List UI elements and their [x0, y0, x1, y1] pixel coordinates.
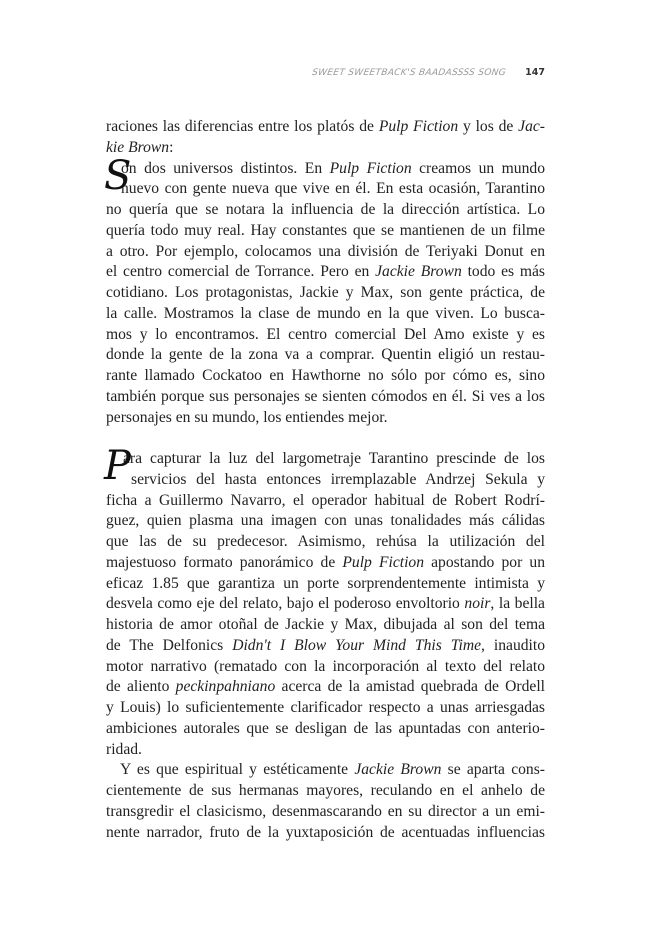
- text-run: desvela como eje del relato, bajo el poderoso envoltorio: [106, 595, 465, 613]
- text-run: también porque sus personajes se sienten cómodos en él. Si ves a los: [106, 387, 545, 405]
- text-run: no quería que se notara la influencia de la dirección artística. Lo: [106, 201, 545, 218]
- text-run: cotidiano. Los protagonistas, Jackie y Max, son gente práctica, de: [106, 284, 545, 301]
- text-line: [106, 740, 545, 761]
- italic-text: Jackie Brown: [354, 761, 442, 779]
- text-line: [106, 532, 545, 553]
- text-line: [106, 408, 545, 429]
- text-line: [106, 242, 545, 263]
- paragraph: [106, 117, 545, 159]
- text-run: que las de su predecesor. Asimismo, rehúsa la utilización del: [106, 533, 545, 550]
- text-run: motor narrativo (rematado con la incorporación al texto del relato: [106, 657, 545, 675]
- text-line: [106, 802, 545, 823]
- text-line: [106, 221, 545, 242]
- text-line: [106, 698, 545, 719]
- text-run: majestuoso formato panorámico de: [106, 553, 343, 571]
- text-run: y los de: [458, 118, 519, 135]
- drop-cap: P: [104, 443, 131, 489]
- text-run: quería todo muy real. Hay constantes que se mantienen de un filme: [106, 221, 545, 239]
- text-line: [106, 262, 545, 283]
- text-run: y Louis) lo suficientemente clarificador respecto a unas arriesgadas: [106, 699, 545, 716]
- text-line: [106, 574, 545, 595]
- text-run: ridad.: [106, 740, 142, 758]
- text-run: historia de amor otoñal de Jackie y Max, dibujada al son del tema: [106, 616, 545, 633]
- paragraph: [106, 760, 545, 843]
- text-line: [106, 470, 545, 491]
- text-run: :: [169, 138, 174, 156]
- text-run: de The Delfonics: [106, 636, 233, 654]
- text-line: [106, 781, 545, 802]
- text-run: rante llamado Cockatoo en Hawthorne no sólo por cómo es, sino: [106, 367, 545, 384]
- text-run: eficaz 1.85 que garantiza un porte sorprendentemente intimista y: [106, 574, 545, 592]
- text-line: [106, 449, 545, 470]
- text-run: on dos universos distintos. En: [121, 159, 330, 177]
- text-line: [106, 719, 545, 740]
- italic-text: Pulp Fiction: [378, 118, 459, 135]
- text-run: el centro comercial de Torrance. Pero en: [106, 263, 376, 281]
- text-run: de aliento: [106, 678, 176, 696]
- text-run: Y es que espiritual y estéticamente: [120, 761, 355, 779]
- page-number: 147: [525, 67, 545, 78]
- text-run: ambiciones autorales que se desligan de las apuntadas con anterio-: [106, 719, 545, 737]
- text-run: guez, quien plasma una imagen con unas tonalidades más cálidas: [106, 512, 545, 530]
- text-run: todo es más: [461, 263, 546, 281]
- text-run: personajes en su mundo, los entiendes mejor.: [106, 408, 388, 426]
- text-line: [106, 366, 545, 387]
- text-run: donde la gente de la zona va a comprar. Quentin eligió un restau-: [106, 346, 545, 364]
- italic-text: Didn't I Blow Your Mind This Time: [232, 636, 482, 654]
- italic-text: Pulp Fiction: [342, 553, 424, 571]
- paragraph: [104, 152, 546, 429]
- text-line: [106, 615, 545, 636]
- text-line: [106, 200, 545, 221]
- text-line: [106, 304, 545, 325]
- text-line: [106, 823, 545, 844]
- text-line: [106, 345, 545, 366]
- text-line: [106, 117, 545, 138]
- text-line: [106, 138, 545, 159]
- text-run: se aparta cons-: [441, 761, 545, 779]
- text-run: transgredir el clasicismo, desenmascarando en su director a un emi-: [106, 802, 545, 820]
- italic-text: peckinpahniano: [175, 678, 276, 696]
- text-line: [106, 760, 545, 781]
- text-run: ara capturar la luz del largometraje Tarantino prescinde de los: [123, 450, 545, 467]
- text-line: [106, 283, 545, 304]
- drop-cap: S: [104, 152, 132, 199]
- italic-text: Jackie Brown: [375, 263, 462, 281]
- running-header: [300, 60, 545, 79]
- body-text: [106, 117, 545, 843]
- running-title: SWEET SWEETBACK'S BAADASSSS SONG: [311, 68, 507, 78]
- text-line: [106, 553, 545, 574]
- text-line: [106, 677, 545, 698]
- text-run: apostando por un: [424, 553, 545, 571]
- text-run: ficha a Guillermo Navarro, el operador habitual de Robert Rodrí-: [106, 491, 545, 509]
- text-line: [106, 511, 545, 532]
- text-run: creamos un mundo: [411, 159, 545, 177]
- text-line: [106, 636, 545, 657]
- text-line: [106, 657, 545, 678]
- text-line: [106, 387, 545, 408]
- italic-text: Pulp Fiction: [329, 159, 412, 177]
- text-run: servicios del hasta entonces irremplazable Andrzej Sekula y: [131, 470, 545, 488]
- text-run: a otro. Por ejemplo, colocamos una división de Teriyaki Donut en: [106, 242, 545, 260]
- text-line: [106, 159, 545, 180]
- paragraph-gap: [106, 428, 545, 449]
- italic-text: Jac-: [518, 118, 546, 135]
- text-run: , inaudito: [481, 636, 546, 654]
- text-run: la calle. Mostramos la clase de mundo en la que viven. Lo busca-: [106, 304, 545, 322]
- text-run: nuevo con gente nueva que vive en él. En esta ocasión, Tarantino: [121, 180, 545, 198]
- italic-text: kie Brown: [106, 138, 170, 156]
- text-line: [106, 179, 545, 200]
- text-run: acerca de la amistad quebrada de Ordell: [275, 678, 545, 696]
- text-run: , la bella: [490, 595, 545, 613]
- text-run: cientemente de sus hermanas mayores, reculando en el anhelo de: [106, 782, 545, 799]
- text-line: [106, 325, 545, 346]
- text-run: raciones las diferencias entre los platós de: [106, 118, 379, 135]
- text-line: [106, 594, 545, 615]
- paragraph: [104, 443, 546, 760]
- text-line: [106, 491, 545, 512]
- italic-text: noir: [464, 595, 491, 613]
- text-run: nente narrador, fruto de la yuxtaposición de acentuadas influencias: [106, 823, 545, 841]
- text-run: mos y lo encontramos. El centro comercial Del Amo existe y es: [106, 325, 545, 343]
